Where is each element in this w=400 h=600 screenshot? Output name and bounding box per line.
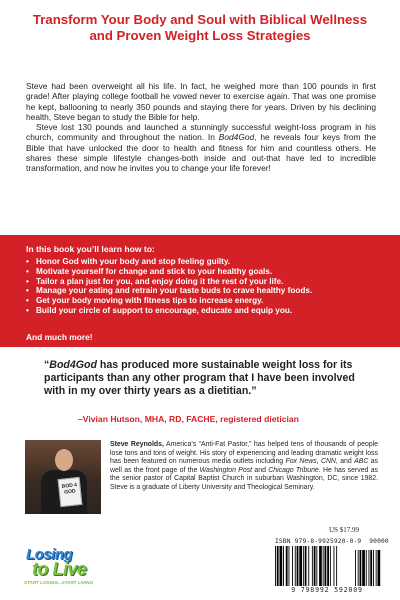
bio-text: , <box>316 458 321 465</box>
author-face-shape <box>55 449 73 471</box>
intro-p2-part-b: , he reveals four keys from the Bible that have unlocked the door to health and fitness for him and countless others. He shares these simple lifestyle changes-both inside and out-that have led to incredible transformation, and now he invites you to change your life forever! <box>26 132 376 174</box>
logo-tagline: START LOSING...START LIVING <box>24 580 94 585</box>
bio-media: Chicago Tribune <box>268 466 319 474</box>
isbn-label <box>275 538 389 545</box>
bio-media: Fox News <box>285 458 317 465</box>
bio-media: Washington Post <box>199 466 253 474</box>
benefits-panel-bottom <box>0 315 400 347</box>
barcode-addon-code: 90000 <box>369 538 389 545</box>
publisher-logo <box>20 546 106 588</box>
bio-text: as well as the front page of the <box>110 458 378 474</box>
benefit-item: • Tailor a plan just for you, and enjoy doing it the rest of your life. <box>26 277 376 287</box>
bio-text: America’s “Anti-Fat Pastor,” has helped tens of thousands of people lose tons and tons of weight. His story of experiencing and leading dramatic weight loss has been featured on numerous media outlets including <box>110 441 378 465</box>
benefits-more: And much more! <box>26 332 93 342</box>
headline: Transform Your Body and Soul with Biblical Wellness and Proven Weight Loss Strategies <box>32 12 368 43</box>
bio-text: . He has served as the senior pastor of Capital Baptist Church in suburban Washington, DC, since 1982. Steve is a graduate of Liberty University and Theological Seminary. <box>110 466 378 491</box>
barcode-digits: 9 798992 592009 <box>291 586 363 594</box>
benefit-item: • Get your body moving with fitness tips to increase energy. <box>26 296 376 306</box>
author-name: Steve Reynolds, <box>110 441 164 448</box>
intro-paragraph-2 <box>26 122 376 173</box>
intro-p2-part-a: Steve lost 130 pounds and launched a stunningly successful weight-loss program in his church, community and throughout the nation. In <box>26 122 376 143</box>
book-title-inline: Bod4God <box>218 132 255 143</box>
barcode <box>273 546 381 586</box>
quote-open-mark: “ <box>44 359 50 371</box>
isbn-number: ISBN 979-8-9925920-0-9 <box>275 538 362 545</box>
bio-media: ABC <box>354 458 369 465</box>
benefits-lead: In this book you’ll learn how to: <box>26 244 155 254</box>
price-label: US $17.99 <box>329 526 359 534</box>
author-photo <box>25 440 101 514</box>
quote-book-title: Bod4God <box>49 359 97 371</box>
bio-media: CNN <box>320 458 336 465</box>
bio-text: and <box>252 466 269 474</box>
bio-text: , and <box>335 458 355 465</box>
logo-line-1: Losing <box>26 546 73 563</box>
intro-text <box>26 81 376 174</box>
quote-attribution: –Vivian Hutson, MHA, RD, FACHE, registered dietician <box>78 414 299 424</box>
benefit-item: • Build your circle of support to encourage, educate and equip you. <box>26 306 376 316</box>
benefits-panel <box>0 235 400 315</box>
logo-line-2: to Live <box>32 559 87 579</box>
benefit-item: • Manage your eating and retrain your taste buds to crave healthy foods. <box>26 286 376 296</box>
endorsement-quote <box>44 359 364 398</box>
author-bio <box>110 441 378 492</box>
held-book: BOD 4 GOD <box>58 477 83 507</box>
quote-text: has produced more sustainable weight loss for its participants than any other program that I have been involved with in my over thirty years as a dietitian.” <box>44 359 355 397</box>
benefit-item: • Honor God with your body and stop feeling guilty. <box>26 257 376 267</box>
intro-paragraph-1: Steve had been overweight all his life. In fact, he weighed more than 100 pounds in first grade! After playing college football he vowed never to exercise again. That was one promise he kept, ballooning to nearly 350 pounds and staying there for years. Driven by his declining health, Steve began to study the Bible for help. <box>26 81 376 122</box>
benefit-item: • Motivate yourself for change and stick to your healthy goals. <box>26 267 376 277</box>
